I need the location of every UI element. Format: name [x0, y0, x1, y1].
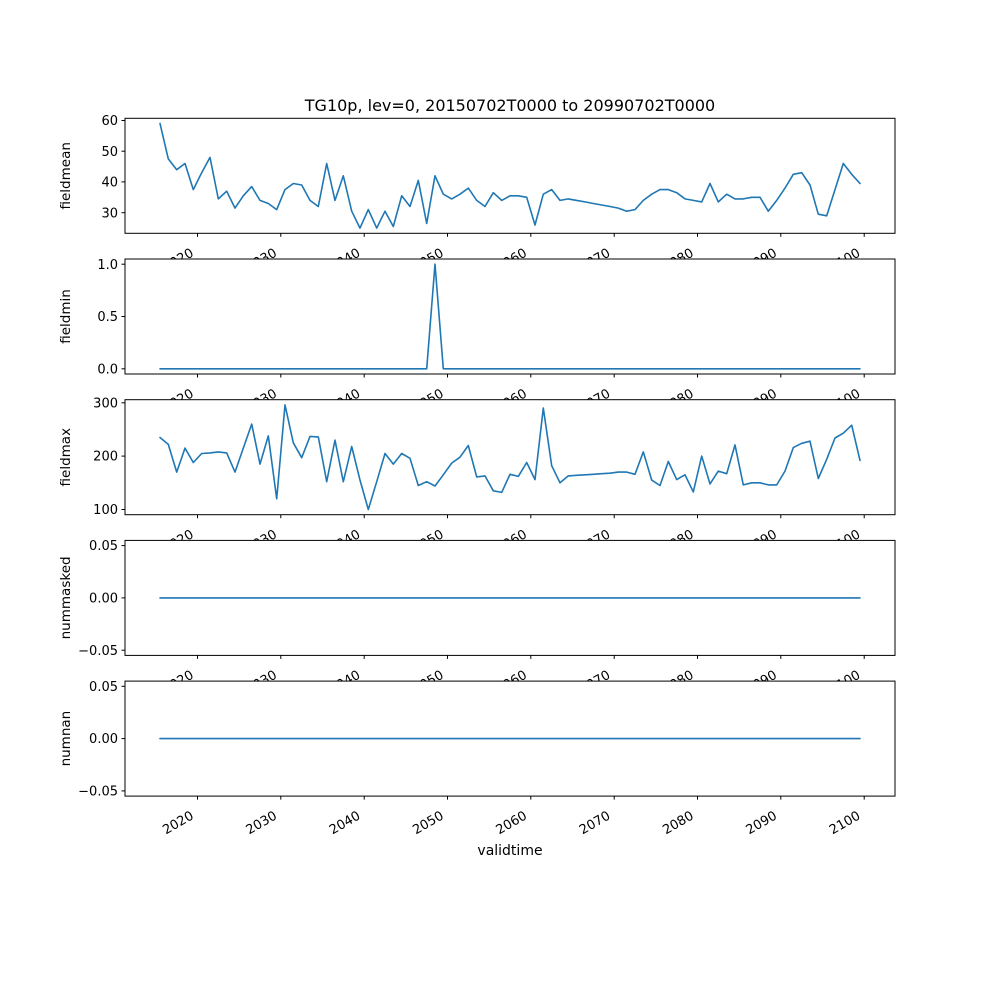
- fieldmin-ytick-label: 1.0: [97, 257, 118, 273]
- nummasked-ytick-label: 0.00: [89, 591, 118, 607]
- numnan-xtick-label: 2080: [660, 808, 697, 839]
- numnan-ylabel: numnan: [58, 710, 74, 767]
- fieldmean-ylabel: fieldmean: [58, 142, 74, 210]
- fieldmax-ytick-label: 100: [93, 503, 118, 519]
- nummasked-ytick-label: −0.05: [78, 643, 118, 659]
- numnan-xtick-label: 2060: [493, 808, 530, 839]
- numnan-xtick-label: 2020: [160, 808, 197, 839]
- numnan-xtick-label: 2050: [410, 808, 447, 839]
- numnan-ytick-label: −0.05: [78, 784, 118, 800]
- nummasked-ytick-label: 0.05: [89, 539, 118, 555]
- nummasked-ylabel: nummasked: [58, 556, 74, 640]
- fieldmin-axes-bg: [125, 259, 895, 374]
- fieldmean-axes-bg: [125, 118, 895, 233]
- fieldmax-ylabel: fieldmax: [58, 427, 74, 487]
- numnan-xtick-label: 2030: [243, 808, 280, 839]
- fieldmin-ytick-label: 0.0: [97, 362, 118, 378]
- subplot-fieldmean: [58, 114, 895, 275]
- subplot-nummasked: [58, 539, 895, 697]
- numnan-xtick-label: 2040: [327, 808, 364, 839]
- x-axis-label: validtime: [477, 843, 543, 859]
- numnan-xtick-label: 2100: [827, 808, 864, 839]
- fieldmin-ytick-label: 0.5: [97, 310, 118, 326]
- fieldmean-ytick-label: 30: [101, 206, 118, 222]
- fieldmean-ytick-label: 40: [101, 175, 118, 191]
- numnan-ytick-label: 0.00: [89, 732, 118, 748]
- subplot-numnan: [58, 680, 895, 838]
- fieldmax-ytick-label: 300: [93, 396, 118, 412]
- subplot-fieldmin: [58, 258, 895, 416]
- subplot-fieldmax: [58, 396, 895, 556]
- fieldmean-ytick-label: 60: [101, 114, 118, 130]
- numnan-ytick-label: 0.05: [89, 679, 118, 695]
- numnan-xtick-label: 2090: [743, 808, 780, 839]
- fieldmin-ylabel: fieldmin: [58, 289, 74, 344]
- fieldmax-ytick-label: 200: [93, 449, 118, 465]
- chart-title: TG10p, lev=0, 20150702T0000 to 20990702T0000: [304, 96, 716, 115]
- numnan-xtick-label: 2070: [577, 808, 614, 839]
- fieldmean-ytick-label: 50: [101, 144, 118, 160]
